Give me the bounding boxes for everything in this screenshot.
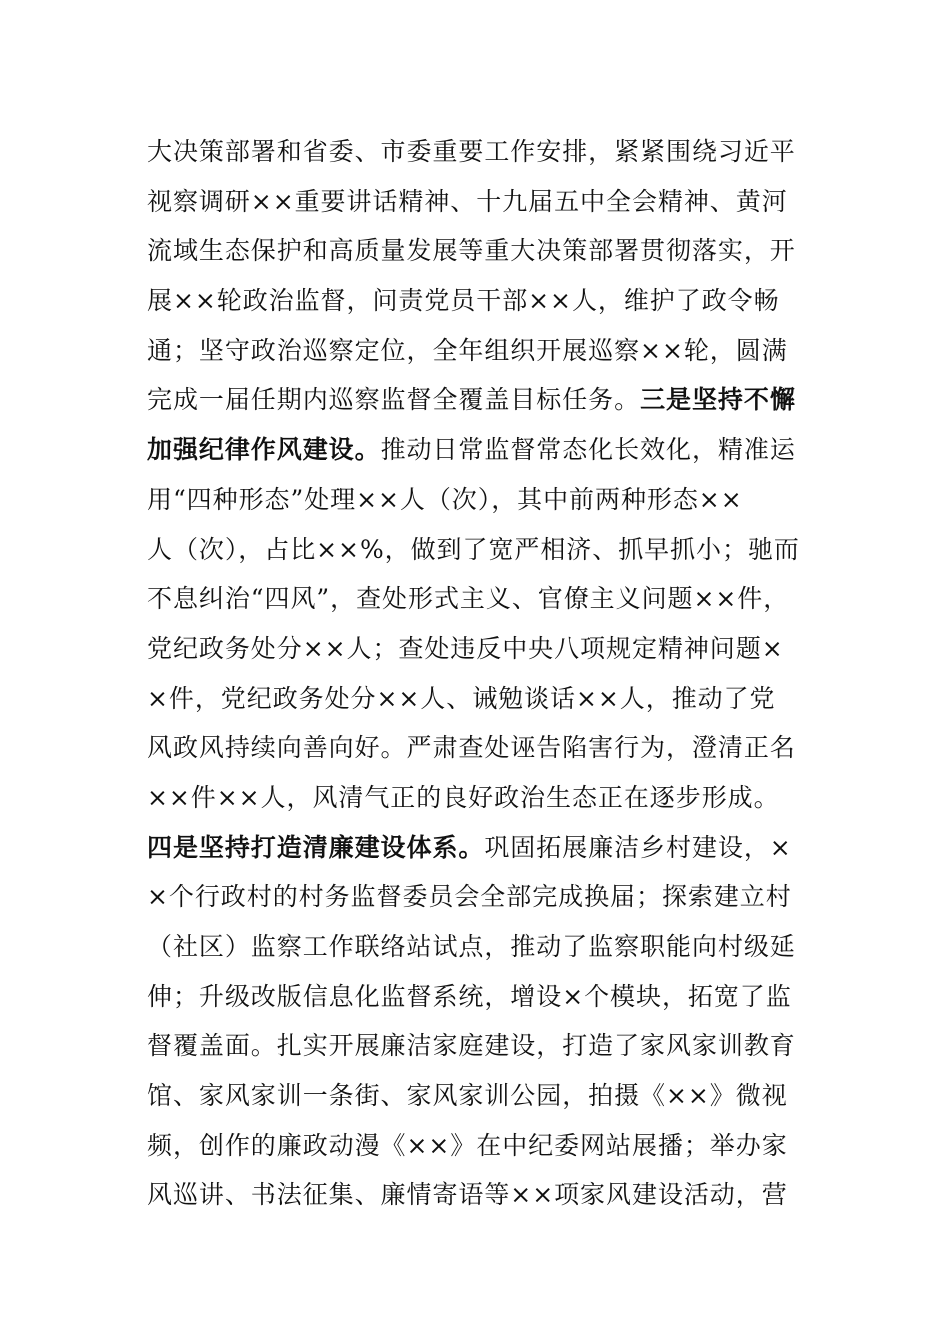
paragraph-text: 巩固拓展廉洁乡村建设，× [484, 832, 792, 862]
paragraph-text: 馆、家风家训一条街、家风家训公园，拍摄《××》微视 [147, 1081, 788, 1111]
text-line [147, 1021, 807, 1071]
text-line [147, 276, 807, 326]
text-line [147, 574, 807, 624]
paragraph-text: ×个行政村的村务监督委员会全部完成换届；探索建立村 [147, 882, 792, 912]
text-line [147, 823, 807, 873]
text-line [147, 872, 807, 922]
text-line [147, 674, 807, 724]
paragraph-text: 不息纠治“四风”，查处形式主义、官僚主义问题××件， [147, 584, 790, 614]
bold-heading-text: 加强纪律作风建设。 [147, 435, 381, 465]
text-line [147, 375, 807, 425]
paragraph-text: 推动日常监督常态化长效化，精准运 [380, 435, 796, 465]
paragraph-text: 大决策部署和省委、市委重要工作安排，紧紧围绕习近平 [147, 137, 796, 166]
text-line [147, 127, 807, 177]
paragraph-text: 督覆盖面。扎实开展廉洁家庭建设，打造了家风家训教育 [147, 1031, 796, 1061]
paragraph-text: ××件××人，风清气正的良好政治生态正在逐步形成。 [147, 782, 780, 812]
paragraph-text: 展××轮政治监督，问责党员干部××人，维护了政令畅 [147, 286, 780, 316]
text-line [147, 177, 807, 227]
paragraph-text: 频，创作的廉政动漫《××》在中纪委网站展播；举办家 [147, 1130, 788, 1160]
bold-heading-text: 四是坚持打造清廉建设体系。 [147, 832, 485, 862]
bold-heading-text: 三是坚持不懈 [640, 385, 796, 415]
paragraph-text: 风政风持续向善向好。严肃查处诬告陷害行为，澄清正名 [147, 733, 796, 763]
text-line [147, 1071, 807, 1121]
text-line [147, 723, 807, 773]
text-line [147, 972, 807, 1022]
text-line [147, 226, 807, 276]
paragraph-text: 完成一届任期内巡察监督全覆盖目标任务。 [147, 385, 641, 415]
paragraph-text: 党纪政务处分××人；查处违反中央八项规定精神问题× [147, 633, 784, 663]
text-line [147, 1170, 807, 1220]
paragraph-text: 人（次），占比××%，做到了宽严相济、抓早抓小；驰而 [147, 534, 800, 564]
text-line [147, 624, 807, 674]
text-line [147, 525, 807, 575]
text-line [147, 1121, 807, 1171]
text-line [147, 326, 807, 376]
text-line [147, 425, 807, 475]
paragraph-text: ×件，党纪政务处分××人、诫勉谈话××人，推动了党 [147, 683, 776, 713]
paragraph-text: 流域生态保护和高质量发展等重大决策部署贯彻落实，开 [147, 236, 796, 266]
text-line [147, 475, 807, 525]
paragraph-text: 伸；升级改版信息化监督系统，增设×个模块，拓宽了监 [147, 981, 792, 1011]
paragraph-text: （社区）监察工作联络站试点，推动了监察职能向村级延 [147, 932, 796, 961]
body-text [147, 127, 807, 1220]
text-line [147, 922, 807, 972]
paragraph-text: 用“四种形态”处理××人（次），其中前两种形态×× [147, 484, 743, 514]
paragraph-text: 通；坚守政治巡察定位，全年组织开展巡察××轮，圆满 [147, 335, 788, 365]
paragraph-text: 视察调研××重要讲话精神、十九届五中全会精神、黄河 [147, 186, 788, 216]
text-line [147, 773, 807, 823]
paragraph-text: 风巡讲、书法征集、廉情寄语等××项家风建设活动，营 [147, 1180, 788, 1210]
